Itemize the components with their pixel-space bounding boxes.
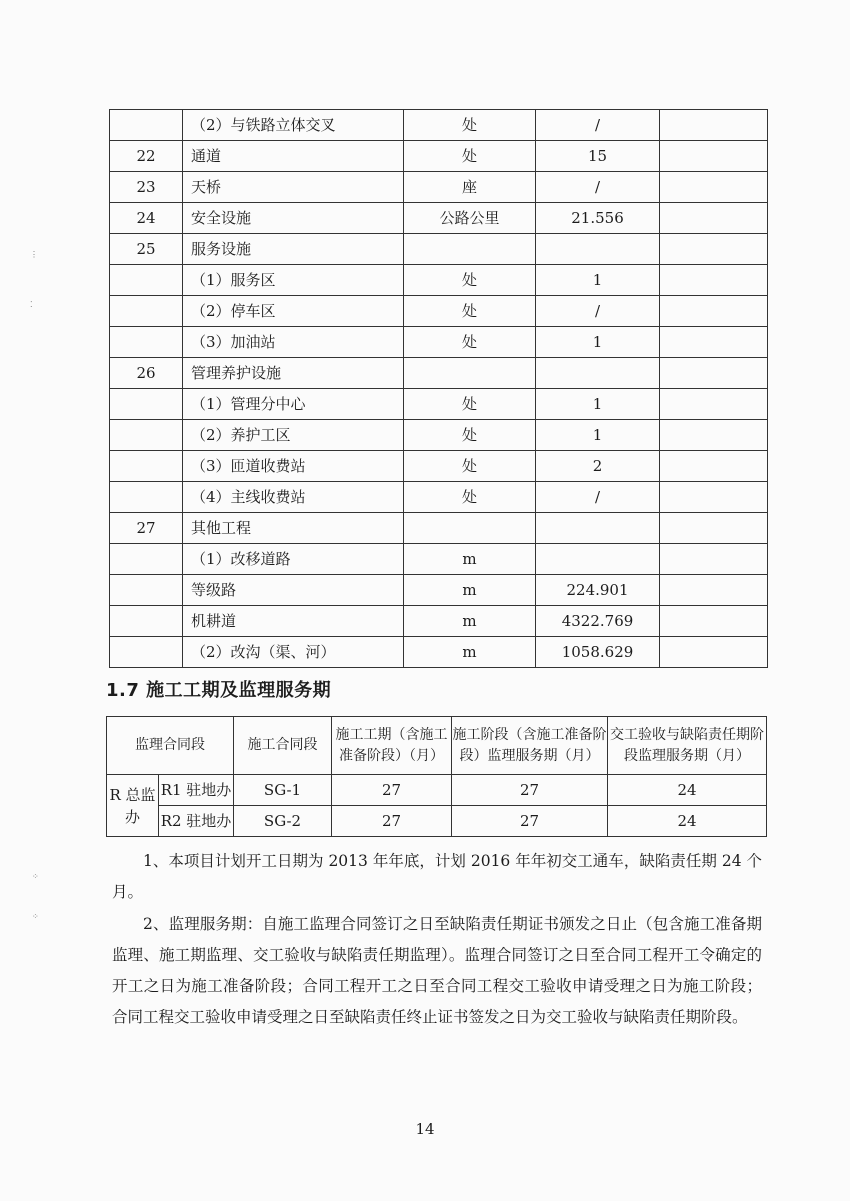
unit: 处	[404, 265, 536, 296]
quantity: 2	[536, 451, 660, 482]
item-number	[110, 575, 183, 606]
quantity	[536, 358, 660, 389]
item-name: （4）主线收费站	[183, 482, 404, 513]
unit: 处	[404, 482, 536, 513]
quantity: 1	[536, 265, 660, 296]
quantity: /	[536, 296, 660, 327]
table-row	[110, 389, 768, 420]
table-row	[107, 775, 767, 806]
table-row	[110, 358, 768, 389]
unit	[404, 234, 536, 265]
quantities-table	[109, 109, 768, 668]
table-row	[110, 172, 768, 203]
remarks	[660, 265, 768, 296]
unit: 处	[404, 296, 536, 327]
item-number	[110, 265, 183, 296]
remarks	[660, 203, 768, 234]
remarks	[660, 513, 768, 544]
quantity: 15	[536, 141, 660, 172]
construction-period: 27	[332, 806, 452, 837]
acceptance-service-period: 24	[608, 775, 767, 806]
table-row	[110, 637, 768, 668]
item-name: 天桥	[183, 172, 404, 203]
item-number	[110, 451, 183, 482]
item-name: （2）改沟（渠、河）	[183, 637, 404, 668]
item-name: （1）服务区	[183, 265, 404, 296]
remarks	[660, 296, 768, 327]
paragraph-schedule: 1、本项目计划开工日期为 2013 年年底，计划 2016 年年初交工通车，缺陷责任期 24 个月。	[112, 852, 762, 901]
header-acceptance-service-period: 交工验收与缺陷责任期阶段监理服务期（月）	[608, 717, 767, 775]
item-name: 管理养护设施	[183, 358, 404, 389]
remarks	[660, 141, 768, 172]
item-number	[110, 296, 183, 327]
remarks	[660, 482, 768, 513]
resident-office: R1 驻地办	[159, 775, 234, 806]
section-heading: 1.7 施工工期及监理服务期	[106, 680, 332, 701]
header-supervision-contract: 监理合同段	[107, 717, 234, 775]
table-row	[110, 296, 768, 327]
quantity: /	[536, 482, 660, 513]
unit: m	[404, 575, 536, 606]
unit: 公路公里	[404, 203, 536, 234]
unit	[404, 513, 536, 544]
unit: 处	[404, 327, 536, 358]
table-row	[110, 327, 768, 358]
header-construction-contract: 施工合同段	[234, 717, 332, 775]
item-number: 24	[110, 203, 183, 234]
table-row	[110, 234, 768, 265]
scan-speck: ⁘	[32, 912, 39, 921]
table-row	[110, 451, 768, 482]
item-name: 服务设施	[183, 234, 404, 265]
item-number: 25	[110, 234, 183, 265]
item-name: （1）改移道路	[183, 544, 404, 575]
item-number	[110, 389, 183, 420]
table-header-row	[107, 717, 767, 775]
item-name: 安全设施	[183, 203, 404, 234]
quantity	[536, 544, 660, 575]
remarks	[660, 234, 768, 265]
quantity: 1	[536, 327, 660, 358]
remarks	[660, 420, 768, 451]
supervision-period-table	[106, 716, 767, 837]
unit	[404, 358, 536, 389]
table-row	[110, 575, 768, 606]
construction-contract: SG-2	[234, 806, 332, 837]
item-name: （3）匝道收费站	[183, 451, 404, 482]
item-name: （2）停车区	[183, 296, 404, 327]
item-number	[110, 482, 183, 513]
remarks	[660, 606, 768, 637]
quantity	[536, 234, 660, 265]
table-row	[110, 141, 768, 172]
quantity: /	[536, 172, 660, 203]
header-construction-period: 施工工期（含施工准备阶段）（月）	[332, 717, 452, 775]
table-row	[110, 544, 768, 575]
quantity: 224.901	[536, 575, 660, 606]
item-name: 等级路	[183, 575, 404, 606]
remarks	[660, 389, 768, 420]
table-row	[110, 482, 768, 513]
quantity: 4322.769	[536, 606, 660, 637]
item-number: 26	[110, 358, 183, 389]
unit: m	[404, 606, 536, 637]
table-row	[110, 513, 768, 544]
table-row	[110, 203, 768, 234]
header-construction-service-period: 施工阶段（含施工准备阶段）监理服务期（月）	[452, 717, 608, 775]
remarks	[660, 172, 768, 203]
remarks	[660, 544, 768, 575]
item-name: 机耕道	[183, 606, 404, 637]
item-number	[110, 420, 183, 451]
table-row	[110, 110, 768, 141]
table-row	[110, 265, 768, 296]
construction-period: 27	[332, 775, 452, 806]
unit: 处	[404, 420, 536, 451]
construction-service-period: 27	[452, 775, 608, 806]
resident-office: R2 驻地办	[159, 806, 234, 837]
item-name: 通道	[183, 141, 404, 172]
scan-speck: ⁘	[32, 872, 39, 881]
construction-contract: SG-1	[234, 775, 332, 806]
item-number: 23	[110, 172, 183, 203]
acceptance-service-period: 24	[608, 806, 767, 837]
page-number: 14	[415, 1120, 435, 1138]
item-name: （1）管理分中心	[183, 389, 404, 420]
quantity: 1058.629	[536, 637, 660, 668]
item-number	[110, 606, 183, 637]
remarks	[660, 327, 768, 358]
remarks	[660, 110, 768, 141]
remarks	[660, 358, 768, 389]
unit: m	[404, 544, 536, 575]
unit: 座	[404, 172, 536, 203]
quantity: 1	[536, 389, 660, 420]
item-name: （2）与铁路立体交叉	[183, 110, 404, 141]
unit: m	[404, 637, 536, 668]
quantity: 1	[536, 420, 660, 451]
unit: 处	[404, 389, 536, 420]
table-row	[110, 606, 768, 637]
quantity: /	[536, 110, 660, 141]
item-name: （3）加油站	[183, 327, 404, 358]
item-number: 22	[110, 141, 183, 172]
table-row	[107, 806, 767, 837]
r-supervision-office: R 总监办	[107, 775, 159, 837]
item-number: 27	[110, 513, 183, 544]
unit: 处	[404, 110, 536, 141]
paragraph-service-period: 2、监理服务期：自施工监理合同签订之日至缺陷责任期证书颁发之日止（包含施工准备期监理、施工期监理、交工验收与缺陷责任期监理）。监理合同签订之日至合同工程开工令确定的开工之日为施工准备阶段；合同工程开工之日至合同工程交工验收申请受理之日为施工阶段；合同工程交工验收申请受理之日至缺陷责任终止证书签发之日为交工验收与缺陷责任期阶段。	[112, 915, 762, 1026]
construction-service-period: 27	[452, 806, 608, 837]
remarks	[660, 637, 768, 668]
item-number	[110, 110, 183, 141]
unit: 处	[404, 141, 536, 172]
item-number	[110, 637, 183, 668]
unit: 处	[404, 451, 536, 482]
remarks	[660, 451, 768, 482]
scan-speck: ⋮	[30, 250, 38, 259]
scan-speck: ⁚	[30, 300, 33, 309]
table-row	[110, 420, 768, 451]
item-name: （2）养护工区	[183, 420, 404, 451]
item-number	[110, 544, 183, 575]
item-name: 其他工程	[183, 513, 404, 544]
quantity	[536, 513, 660, 544]
quantity: 21.556	[536, 203, 660, 234]
remarks	[660, 575, 768, 606]
item-number	[110, 327, 183, 358]
